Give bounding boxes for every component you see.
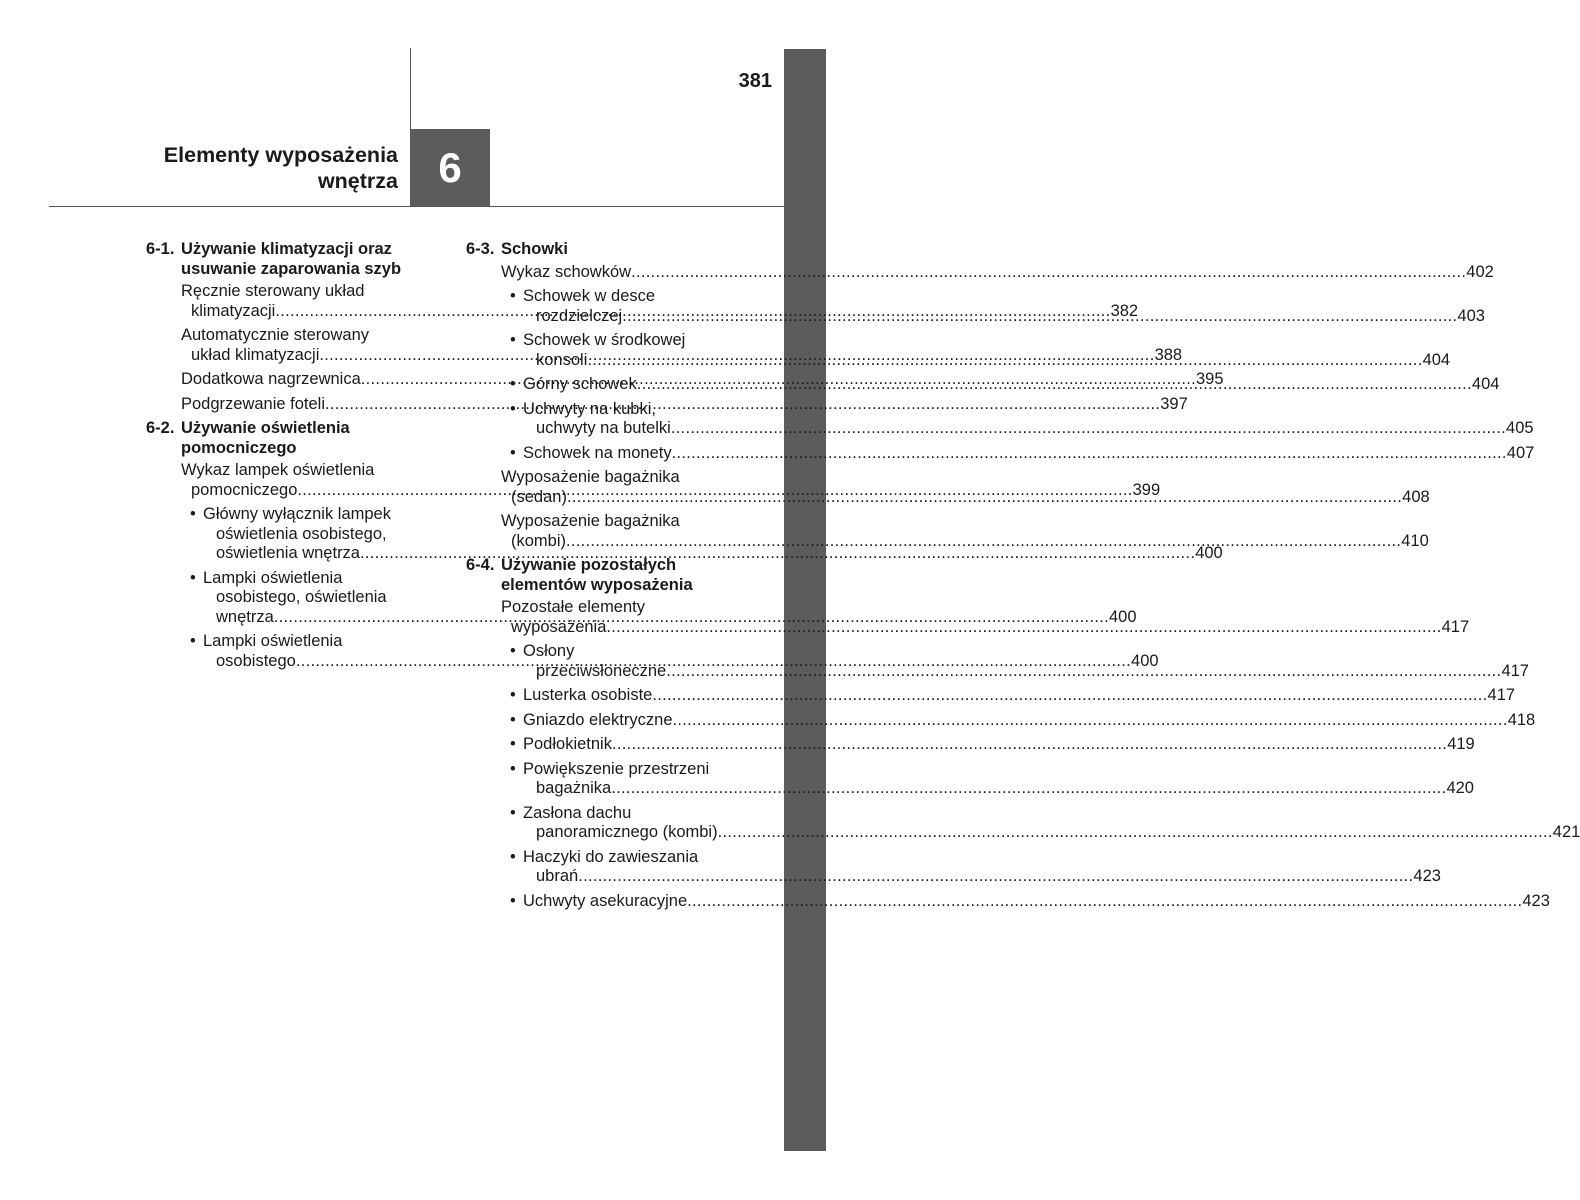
section-title-line: Używanie oświetlenia: [181, 419, 350, 437]
toc-entry[interactable]: [466, 735, 1475, 755]
section-title-line: pomocniczego: [181, 438, 297, 457]
entry-last-line: [501, 262, 1494, 283]
entry-last-line: [523, 686, 1515, 706]
section-number: 6-2.: [146, 419, 175, 437]
toc-bullet-row: [510, 803, 1580, 843]
entry-text: Dodatkowa nagrzewnica: [181, 370, 361, 388]
bullet-icon: •: [510, 443, 516, 462]
bullet-icon: •: [510, 847, 516, 866]
section-title-line: Schowki: [501, 240, 568, 258]
section-title: [181, 240, 434, 279]
entry-text: konsoli: [536, 350, 588, 369]
entry-text: ubrań: [536, 867, 579, 885]
entry-text: Uchwyty asekuracyjne: [523, 891, 688, 910]
chapter-title-line: wnętrza: [317, 169, 398, 193]
entry-line: Pozostałe elementy: [501, 598, 645, 616]
entry-line: Lampki oświetlenia: [203, 632, 343, 650]
entry-last-line: [523, 779, 1474, 799]
entry-line: Lampki oświetlenia: [203, 568, 343, 587]
entry-last-line: [523, 711, 1535, 731]
section-title-line: Używanie pozostałych: [501, 556, 677, 574]
entry-last-line: [523, 823, 1580, 843]
section-title-line: usuwanie zaparowania szyb: [181, 259, 402, 278]
entry-line: Schowek w środkowej: [523, 331, 686, 349]
entry-page-number: 423: [1522, 891, 1550, 910]
toc-entry-body: [523, 892, 1550, 912]
entry-page-number: 400: [1108, 607, 1137, 626]
section-title: [501, 240, 754, 260]
entry-page-number: 420: [1446, 779, 1474, 797]
entry-line: Główny wyłącznik lampek: [203, 505, 391, 523]
section-number: 6-3.: [466, 240, 495, 258]
toc-section-heading[interactable]: [146, 240, 434, 279]
entry-text: Lusterka osobiste: [523, 686, 653, 704]
header-vertical-rule: [410, 48, 411, 130]
entry-last-line: [523, 892, 1550, 912]
entry-page-number: 388: [1154, 345, 1183, 364]
section-title: [501, 556, 754, 595]
entry-page-number: 408: [1402, 487, 1430, 506]
toc-entry[interactable]: [466, 443, 1535, 464]
entry-text: oświetlenia wnętrza: [216, 544, 360, 562]
entry-text: przeciwsłoneczne: [536, 661, 667, 680]
bullet-icon: •: [510, 642, 516, 660]
entry-last-line: [523, 419, 1534, 439]
entry-line: Ręcznie sterowany układ: [181, 282, 365, 300]
entry-page-number: 418: [1507, 710, 1536, 729]
leader-dots: [637, 375, 1472, 395]
entry-line: Zasłona dachu: [523, 803, 632, 822]
entry-last-line: [501, 531, 1429, 552]
entry-text: Wykaz schowków: [501, 262, 632, 281]
entry-last-line: [523, 867, 1441, 887]
entry-page-number: 400: [1131, 651, 1159, 670]
chapter-title-line: Elementy wyposażenia: [163, 143, 398, 167]
section-number: 6-4.: [466, 556, 495, 574]
entry-text: (kombi): [511, 531, 567, 550]
toc-bullet-row: [510, 759, 1474, 799]
toc-entry-body: [523, 444, 1534, 464]
bullet-icon: •: [190, 505, 196, 523]
toc-entry-body: [523, 375, 1499, 395]
leader-dots: [673, 711, 1508, 731]
entry-page-number: 399: [1132, 480, 1161, 499]
toc-bullet-row: [510, 735, 1475, 755]
entry-last-line: [523, 375, 1499, 395]
entry-page-number: 417: [1487, 686, 1516, 704]
toc-bullet-row: [510, 710, 1536, 731]
entry-page-number: 423: [1413, 867, 1441, 885]
entry-last-line: [523, 662, 1529, 682]
bullet-icon: •: [510, 891, 516, 910]
entry-text: uchwyty na butelki: [536, 419, 671, 437]
leader-dots: [672, 444, 1507, 464]
leader-dots: [612, 735, 1447, 755]
toc-section-heading[interactable]: [146, 419, 434, 458]
entry-page-number: 419: [1447, 735, 1475, 753]
entry-last-line: [523, 735, 1475, 755]
toc-entry[interactable]: [466, 710, 1536, 731]
entry-page-number: 382: [1110, 301, 1139, 320]
bullet-icon: •: [510, 399, 516, 418]
leader-dots: [587, 351, 1422, 371]
header-horizontal-rule: [49, 206, 784, 207]
toc-entry[interactable]: [466, 803, 1580, 843]
entry-last-line: [523, 307, 1485, 327]
entry-page-number: 405: [1506, 419, 1534, 437]
entry-text: Podgrzewanie foteli: [181, 394, 326, 413]
entry-page-number: 404: [1422, 350, 1451, 369]
entry-text: rozdzielczej: [536, 306, 623, 325]
leader-dots: [671, 419, 1506, 439]
toc-entry[interactable]: [466, 262, 1494, 283]
page-number: 381: [738, 70, 772, 92]
entry-last-line: [523, 351, 1450, 371]
leader-dots: [567, 488, 1402, 508]
toc-entry-body: [523, 331, 1450, 370]
entry-page-number: 397: [1160, 394, 1188, 413]
leader-dots: [606, 618, 1441, 638]
toc-entry-body: [523, 642, 1529, 681]
toc-entry[interactable]: [466, 512, 1429, 551]
entry-text: wyposażenia: [511, 617, 607, 636]
chapter-title: [100, 142, 398, 194]
toc-bullet-row: [510, 847, 1441, 887]
toc-section-heading[interactable]: [466, 556, 754, 595]
bullet-icon: •: [510, 735, 516, 753]
entry-page-number: 402: [1466, 262, 1494, 281]
entry-line: Haczyki do zawieszania: [523, 847, 699, 866]
entry-last-line: [501, 617, 1470, 638]
entry-text: klimatyzacji: [191, 301, 276, 320]
entry-text: osobistego: [216, 651, 296, 670]
section-number: 6-1.: [146, 240, 175, 258]
leader-dots: [566, 532, 1401, 552]
entry-line: Osłony: [523, 642, 575, 660]
entry-page-number: 407: [1506, 443, 1535, 462]
entry-page-number: 421: [1552, 823, 1580, 841]
toc-section-heading[interactable]: [466, 240, 754, 260]
entry-page-number: 417: [1441, 617, 1470, 636]
entry-text: bagażnika: [536, 779, 612, 797]
toc-entry-body: [523, 711, 1535, 731]
entry-page-number: 403: [1457, 306, 1485, 325]
leader-dots: [611, 779, 1446, 799]
toc-entry[interactable]: [466, 891, 1550, 912]
entry-line: Powiększenie przestrzeni: [523, 759, 710, 778]
entry-text: Schowek na monety: [523, 443, 672, 462]
leader-dots: [687, 892, 1522, 912]
entry-page-number: 410: [1401, 531, 1429, 550]
entry-text: (sedan): [511, 487, 567, 506]
entry-text: Gniazdo elektryczne: [523, 710, 673, 729]
toc-entry-body: [523, 804, 1580, 843]
entry-line: osobistego, oświetlenia: [216, 588, 387, 606]
toc-bullet-row: [510, 686, 1516, 706]
leader-dots: [578, 867, 1413, 887]
leader-dots: [666, 662, 1501, 682]
entry-line: Schowek w desce: [523, 287, 656, 305]
entry-page-number: 417: [1501, 661, 1529, 680]
section-title-line: Używanie klimatyzacji oraz: [181, 240, 392, 258]
chapter-number-box: 6: [410, 129, 490, 206]
toc-entry-body: [523, 848, 1441, 887]
bullet-icon: •: [510, 331, 516, 349]
section-title-line: elementów wyposażenia: [501, 575, 693, 594]
toc-entry[interactable]: [466, 847, 1441, 887]
toc-bullet-row: [510, 443, 1535, 464]
toc-entry-body: [523, 287, 1485, 326]
entry-line: Wykaz lampek oświetlenia: [181, 461, 375, 479]
bullet-icon: •: [510, 710, 516, 729]
leader-dots: [622, 307, 1457, 327]
toc-entry[interactable]: [466, 686, 1516, 706]
entry-line: oświetlenia osobistego,: [216, 524, 387, 543]
entry-text: układ klimatyzacji: [191, 345, 320, 364]
bullet-icon: •: [190, 632, 196, 650]
entry-text: pomocniczego: [191, 480, 298, 499]
section-title: [181, 419, 434, 458]
bullet-icon: •: [510, 686, 516, 704]
entry-line: Automatycznie sterowany: [181, 326, 370, 344]
leader-dots: [631, 263, 1466, 283]
toc-entry-body: [523, 686, 1515, 706]
entry-page-number: 404: [1471, 375, 1500, 393]
bullet-icon: •: [190, 568, 196, 587]
leader-dots: [652, 686, 1487, 706]
bullet-icon: •: [510, 803, 516, 822]
toc-entry-body: [523, 735, 1475, 755]
leader-dots: [718, 823, 1553, 843]
entry-last-line: [523, 444, 1534, 464]
bullet-icon: •: [510, 759, 516, 778]
entry-page-number: 400: [1195, 544, 1223, 562]
entry-line: Uchwyty na kubki,: [523, 399, 656, 418]
entry-line: Wyposażenie bagażnika: [501, 512, 680, 530]
entry-line: Wyposażenie bagażnika: [501, 468, 680, 486]
bullet-icon: •: [510, 287, 516, 305]
toc-entry[interactable]: [466, 759, 1474, 799]
entry-text: panoramicznego (kombi): [536, 823, 718, 841]
toc-entry-body: [523, 760, 1474, 799]
toc-bullet-row: [510, 891, 1550, 912]
entry-page-number: 395: [1195, 370, 1224, 388]
bullet-icon: •: [510, 375, 516, 393]
entry-text: Podłokietnik: [523, 735, 612, 753]
toc-entry-body: [523, 400, 1534, 439]
entry-text: wnętrza: [216, 607, 274, 626]
entry-text: Górny schowek: [523, 375, 637, 393]
